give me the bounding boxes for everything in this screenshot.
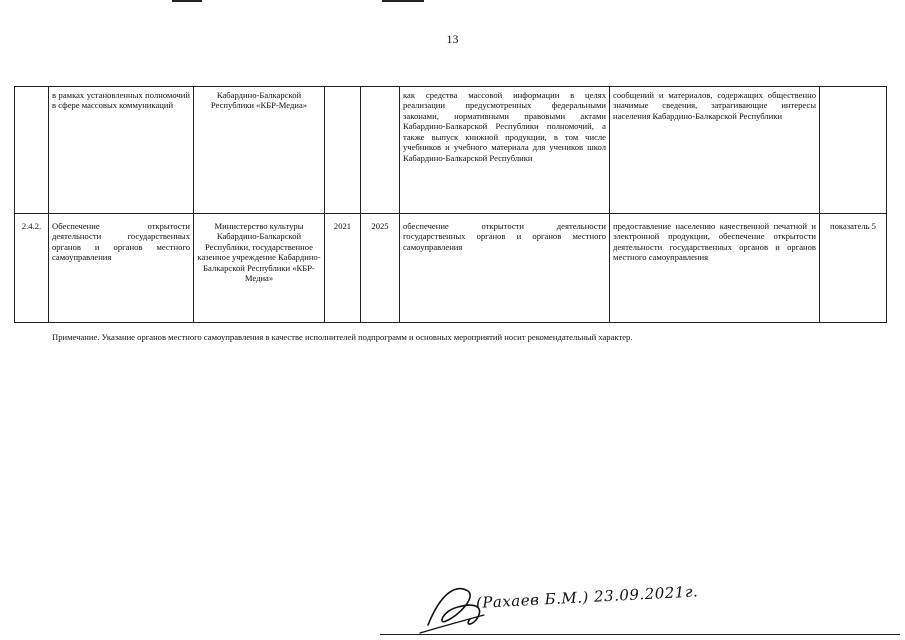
row-number: 2.4.2. [15,214,49,323]
end-year: 2025 [361,214,400,323]
top-mark-left [172,0,202,2]
page-number: 13 [446,32,459,46]
activity-name: Обеспечение открытости деятельности государственных органов и органов местного самоуправления [49,214,194,323]
table-row [15,214,887,323]
start-year [325,87,361,214]
activity-content: как средства массовой информации в целях реализации предусмотренных федеральными законами, нормативными правовыми актами Кабардино-Балкарской Республики полномочий, а также выпуск книжной продукции, в том числе учебников и учебного материала для учеников школ Кабардино-Балкарской Республики [400,87,610,214]
table-row [15,87,887,214]
activity-name: в рамках установленных полномочий в сфере массовых коммуникаций [49,87,194,214]
end-year [361,87,400,214]
footnote: Примечание. Указание органов местного самоуправления в качестве исполнителей подпрограмм и основных мероприятий носит рекомендательный характер. [52,332,633,342]
activity-content: обеспечение открытости деятельности государственных органов и органов местного самоуправления [400,214,610,323]
start-year: 2021 [325,214,361,323]
row-number [15,87,49,214]
indicator [820,87,887,214]
signature-text: (Рахаев Б.М.) 23.09.2021г. [475,582,699,612]
signature-line [380,634,900,635]
indicator: показатель 5 [820,214,887,323]
executor: Министерство культуры Кабардино-Балкарской Республики, государственное казенное учреждение Кабардино-Балкарской Республики «КБР-Медиа» [194,214,325,323]
program-table [14,86,887,323]
executor: Кабардино-Балкарской Республики «КБР-Медиа» [194,87,325,214]
top-mark-center [382,0,424,2]
expected-result: сообщений и материалов, содержащих общественно значимые сведения, затрагивающие интересы населения Кабардино-Балкарской Республики [610,87,820,214]
expected-result: предоставление населению качественной печатной и электронной продукции, обеспечение открытости деятельности государственных органов и органов местного самоуправления [610,214,820,323]
